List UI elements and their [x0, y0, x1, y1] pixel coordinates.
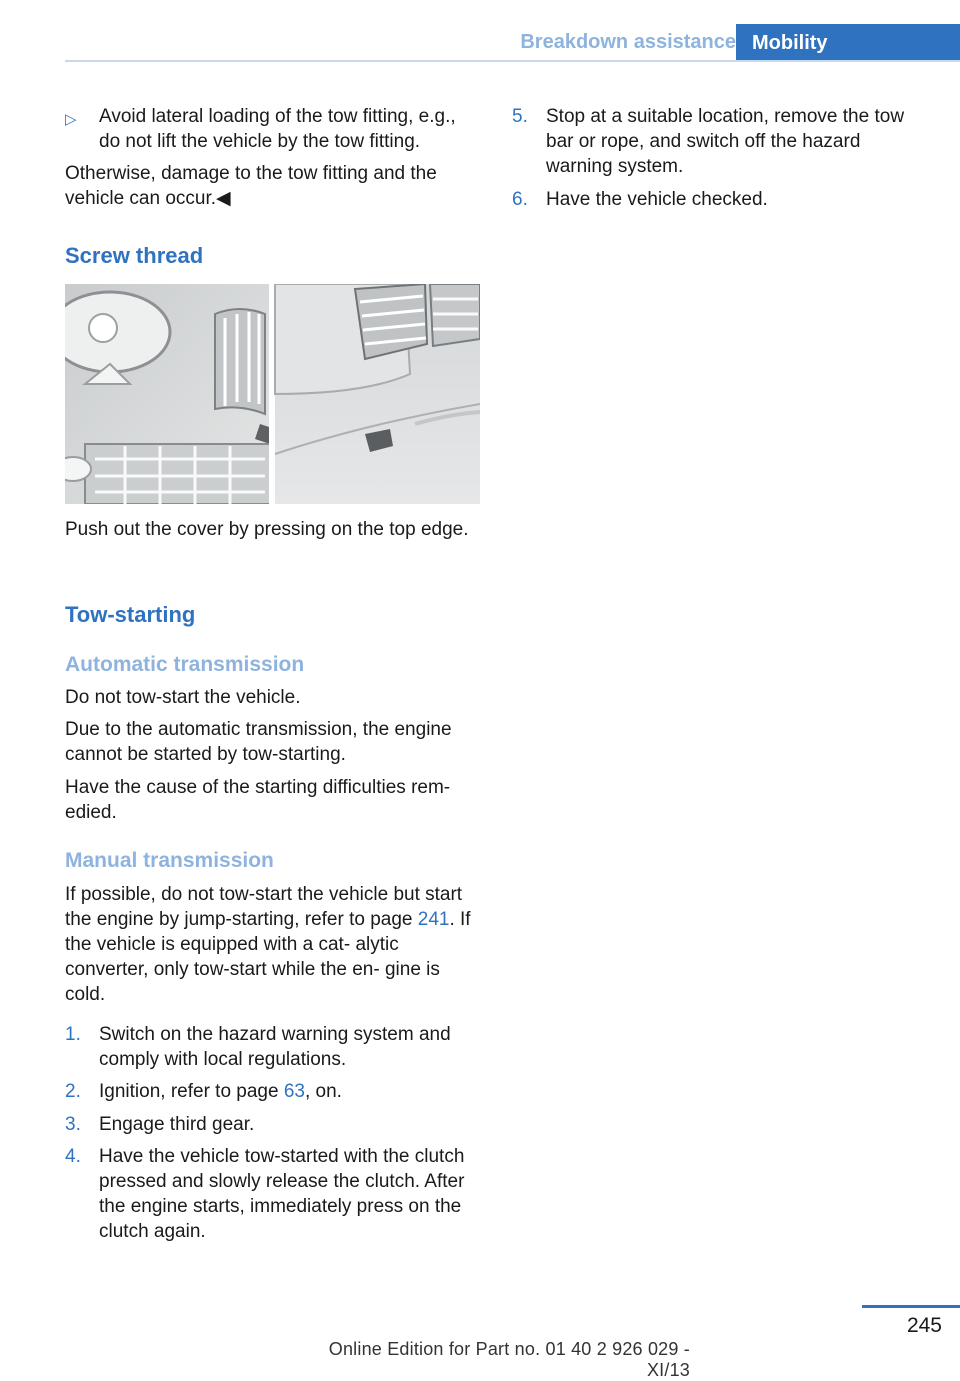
page-link-241[interactable]: 241: [417, 909, 450, 930]
followup-text: Otherwise, damage to the tow fitting and the vehicle can occur.◀: [65, 163, 437, 209]
step-number: 3.: [65, 1114, 81, 1135]
auto-paragraph-3: Have the cause of the starting difficulties rem‐ edied.: [65, 777, 451, 823]
bullet-text: Avoid lateral loading of the tow fitting, e.g., do not lift the vehicle by the tow fitting.: [99, 106, 456, 152]
step-number: 4.: [65, 1146, 81, 1167]
step-number: 5.: [512, 106, 528, 127]
auto-paragraph-2: Due to the automatic transmission, the engine cannot be started by tow-starting.: [65, 719, 452, 765]
header-divider: [65, 60, 960, 62]
step-text: Ignition, refer to page 63, on.: [99, 1081, 342, 1102]
automatic-transmission-heading: Automatic transmission: [65, 653, 305, 676]
manual-paragraph: If possible, do not tow-start the vehicle but start the engine by jump-starting, refer to page 241. If the vehicle is equipped with a cat‐ alytic converter, only tow-start while the en‐ gine is cold.: [65, 884, 471, 1005]
bullet-triangle-icon: ▷: [65, 111, 77, 128]
step-number: 1.: [65, 1024, 81, 1045]
auto-paragraph-1: Do not tow-start the vehicle.: [65, 687, 301, 708]
chapter-tab: Mobility: [736, 24, 960, 62]
screw-caption: Push out the cover by pressing on the top edge.: [65, 519, 469, 540]
step-text: Have the vehicle checked.: [546, 189, 768, 210]
tow-fitting-photo: [65, 284, 480, 504]
edition-note: Online Edition for Part no. 01 40 2 926 029 - XI/13: [328, 1339, 690, 1380]
step-text: Have the vehicle tow-started with the clutch pressed and slowly release the clutch. After the engine starts, immediately press on the clutch again.: [99, 1146, 465, 1242]
step-number: 6.: [512, 189, 528, 210]
step-text: Switch on the hazard warning system and comply with local regulations.: [99, 1024, 451, 1070]
screw-thread-heading: Screw thread: [65, 243, 204, 268]
step-text: Engage third gear.: [99, 1114, 255, 1135]
footer-divider: [862, 1305, 960, 1308]
manual-transmission-heading: Manual transmission: [65, 849, 274, 872]
step-number: 2.: [65, 1081, 81, 1102]
page-number: 245: [906, 1314, 942, 1337]
page-link-63[interactable]: 63: [283, 1081, 305, 1102]
section-title: Breakdown assistance: [520, 31, 736, 53]
tow-starting-heading: Tow-starting: [65, 602, 196, 627]
step-text: Stop at a suitable location, remove the tow bar or rope, and switch off the hazard warning system.: [546, 106, 905, 177]
